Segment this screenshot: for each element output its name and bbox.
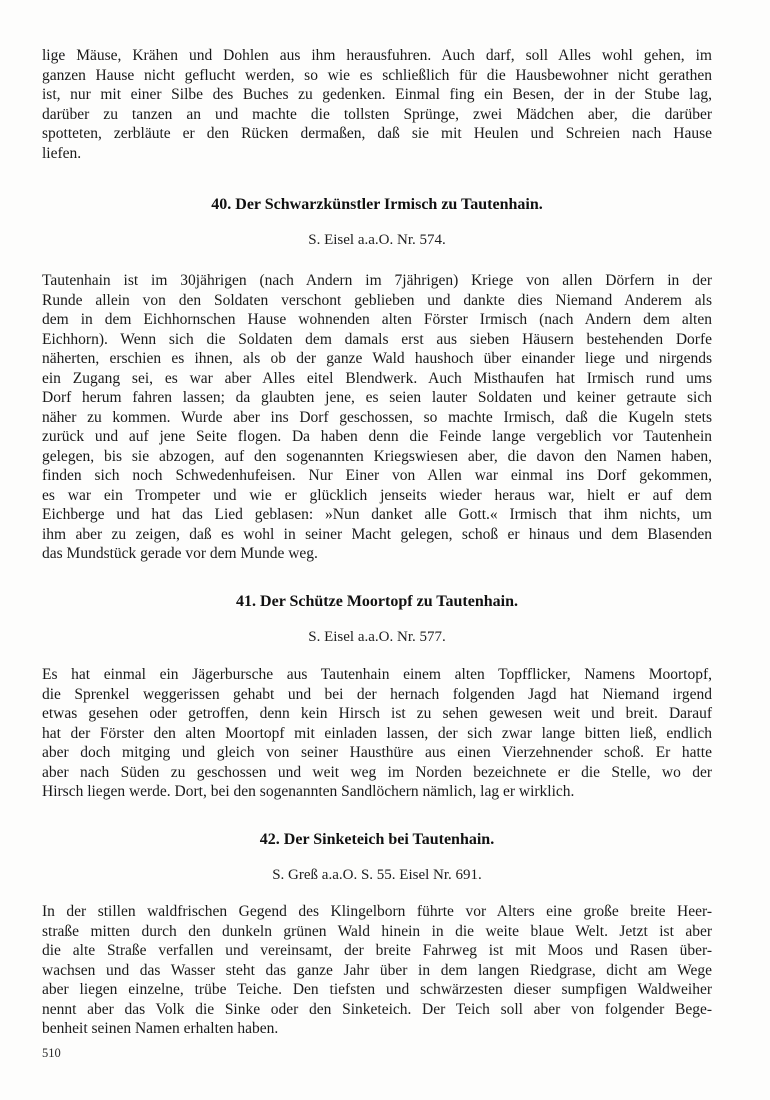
text-line: dem in dem Eichhornschen Hause wohnenden alten Förster Irmisch (nach Andern dem alten [42,311,712,328]
text-line: straße mitten durch den dunkeln grünen Wald hinein in die weite blaue Welt. Jetzt ist aber [42,922,712,940]
text-line: wachsen und das Wasser steht das ganze Jahr über in dem langen Riedgrase, dicht am Wege [42,961,712,979]
section-41-paragraph [42,665,712,802]
text-line: etwas gesehen oder getroffen, denn kein Hirsch ist zu sehen gewesen weit und breit. Darauf [42,705,712,722]
text-line: aber nach Süden zu geschossen und weit weg im Norden bezeichnete er die Stelle, wo der [42,763,712,781]
text-line: hat der Förster den alten Moortopf mit einladen lassen, der sich zwar lange bitten ließ, endlich [42,724,712,742]
text-line: nennt aber das Volk die Sinke oder den Sinketeich. Der Teich soll aber von folgender Bege- [42,1000,712,1018]
text-line: gelegen, bis sie abzogen, auf den sogenannten Kriegswiesen aber, die davon den Namen haben, [42,447,712,465]
text-line: es war ein Trompeter und wie er glücklich jenseits wieder heraus war, hielt er auf dem [42,486,712,504]
text-line: die alte Straße verfallen und vereinsamt, der breite Fahrweg ist mit Moos und Rasen über- [42,942,712,959]
section-42-source-reference: S. Greß a.a.O. S. 55. Eisel Nr. 691. [272,867,482,883]
section-40-paragraph [42,271,712,564]
text-line: Eichberge und hat das Lied geblasen: »Nun danket alle Gott.« Irmisch that ihm nichts, um [42,506,712,523]
text-line: Hirsch liegen werde. Dort, bei den sogenannten Sandlöchern nämlich, lag er wirklich. [42,783,575,800]
text-line: ist, nur mit einer Silbe des Buches zu gedenken. Einmal fing ein Besen, der in der Stube lag, [42,86,712,103]
section-40-source-reference: S. Eisel a.a.O. Nr. 574. [308,232,446,248]
text-line: Dorf herum fahren lassen; da glaubten jene, es seien lauter Soldaten und keiner getraute sich [42,389,712,406]
section-42-heading: 42. Der Sinketeich bei Tautenhain. [259,831,495,848]
text-line: finden sich noch Schwedenhufeisen. Nur Einer von Allen war einmal ins Dorf gekommen, [42,467,712,484]
text-line: spotteten, zerbläute er den Rücken dermaßen, daß sie mit Heulen und Schreien nach Hause [42,125,712,142]
text-line: näher zu kommen. Wurde aber ins Dorf geschossen, so machte Irmisch, daß die Kugeln stets [42,408,712,426]
text-line: ganzen Hause nicht geflucht werden, so wie es schließlich für die Hausbewohner nicht gerathen [42,66,712,84]
text-line: das Mundstück gerade vor dem Munde weg. [42,545,318,562]
section-42-paragraph [42,902,712,1039]
paragraph-continuation [42,46,712,163]
text-line: Tautenhain ist im 30jährigen (nach Andern im 7jährigen) Kriege von allen Dörfern in der [42,272,712,289]
text-line: liefen. [42,144,82,162]
text-line: darüber zu tanzen an und machte die tollsten Sprünge, zwei Mädchen aber, die darüber [42,105,712,123]
text-line: die Sprenkel weggerissen gehabt und bei der hernach folgenden Jagd hat Niemand irgend [42,685,712,703]
text-line: zurück und auf jene Seite flogen. Da haben denn die Feinde lange vergeblich vor Tautenhein [42,428,712,445]
text-line: Eichhorn). Wenn sich die Soldaten dem damals erst aus sieben Häusern bestehenden Dorfe [42,330,712,348]
text-line: ein Zugang sei, es war aber Alles eitel Blendwerk. Auch Misthaufen hat Irmisch rund ums [42,369,712,387]
page-number: 510 [42,1046,61,1060]
text-line: Es hat einmal ein Jägerbursche aus Tautenhain einem alten Topfflicker, Namens Moortopf, [42,666,712,683]
text-line: Runde allein von den Soldaten verschont geblieben und dankte dies Niemand Anderem als [42,291,712,309]
text-line: aber liegen einzelne, trübe Teiche. Den tiefsten und schwärzesten dieser sumpfigen Waldweiher [42,981,712,998]
section-41-heading: 41. Der Schütze Moortopf zu Tautenhain. [236,593,518,610]
text-line: benheit seinen Namen erhalten haben. [42,1020,279,1037]
text-line: In der stillen waldfrischen Gegend des Klingelborn führte vor Alters eine große breite Heer- [42,903,712,920]
text-line: näherten, erschien es ihnen, als ob der ganze Wald haushoch über einander liege und nirgends [42,350,712,367]
text-line: aber doch mitging und gleich von seiner Hausthüre aus einen Vierzehnender schoß. Er hatte [42,744,712,761]
section-40-heading: 40. Der Schwarzkünstler Irmisch zu Tautenhain. [211,196,543,213]
section-41-source-reference: S. Eisel a.a.O. Nr. 577. [308,629,446,645]
text-line: ihm aber zu zeigen, daß es wohl in seiner Macht gelegen, schoß er hinaus und dem Blasenden [42,525,712,543]
text-line: lige Mäuse, Krähen und Dohlen aus ihm herausfuhren. Auch darf, soll Alles wohl gehen, im [42,47,712,64]
